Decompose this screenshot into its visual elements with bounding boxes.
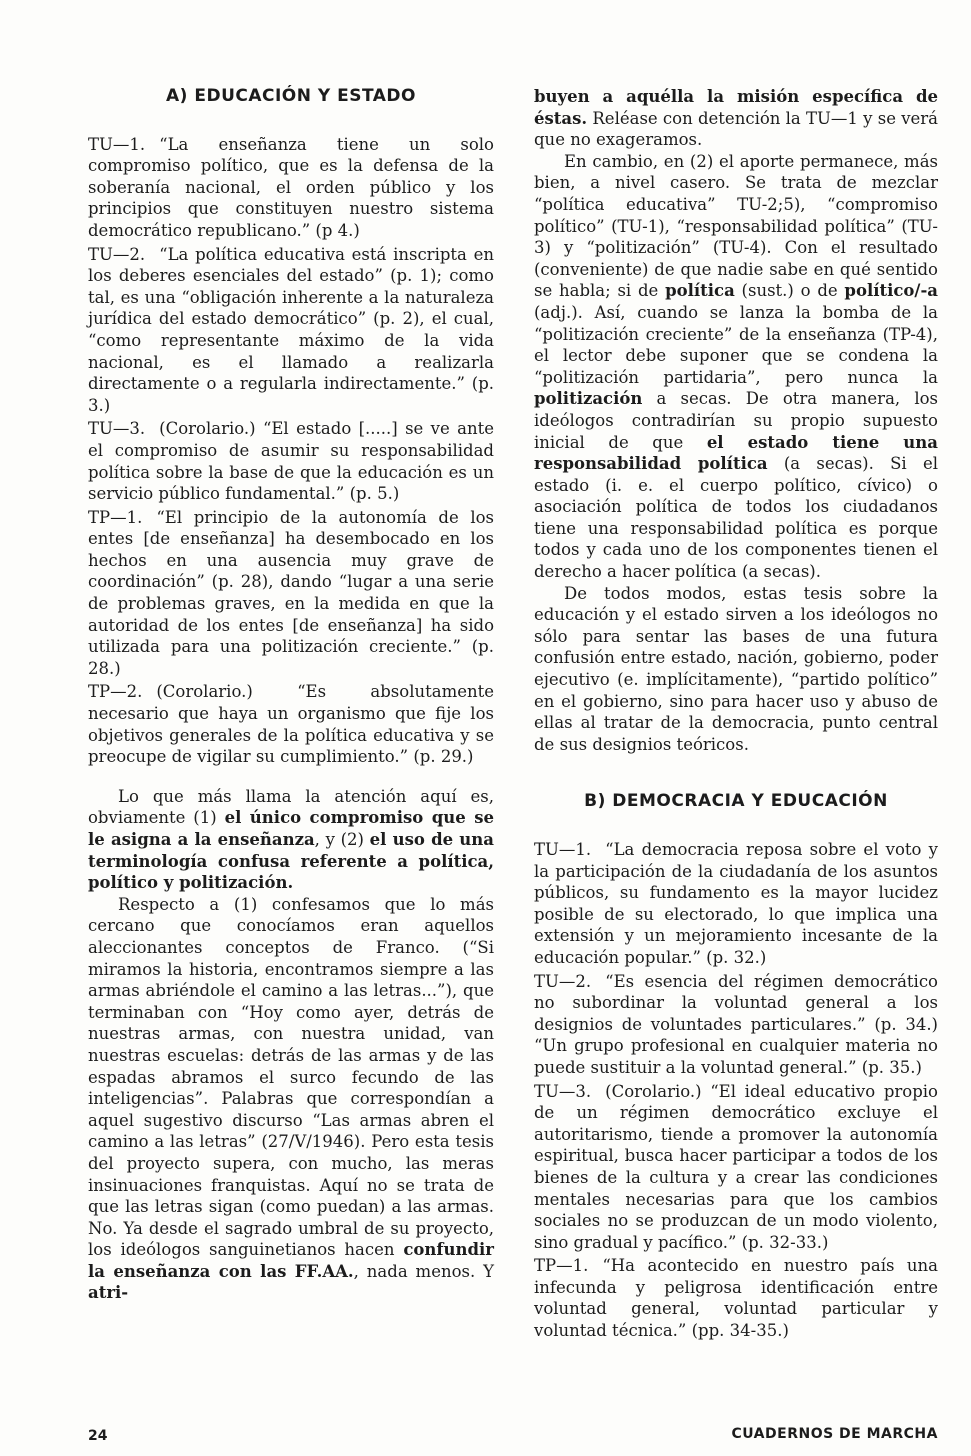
text-run: , y (2) [314, 830, 370, 849]
thesis-entry [534, 839, 938, 969]
thesis-entry [88, 418, 494, 504]
thesis-entry [534, 1255, 938, 1341]
thesis-text: (Corolario.) “El ideal educativo propio de un régimen democrático excluye el autoritarismo, tiende a promover la autonomía espiritual, busca hacer participar a todos de los bienes de la cultura y a crear las condiciones mentales necesarias para que los cambios sociales no se produzcan de un modo violento, sino gradual y pacífico.” (p. 32-33.) [534, 1081, 938, 1252]
bold-run: confundir la enseñanza con las FF.AA. [88, 1240, 494, 1281]
thesis-code: TP—1. [534, 1256, 589, 1276]
left-column [88, 86, 494, 1304]
commentary-paragraph [534, 86, 938, 151]
commentary-paragraph [534, 151, 938, 583]
bold-run: política [665, 281, 735, 301]
thesis-text: “La democracia reposa sobre el voto y la participación de la ciudadanía de los asuntos públicos, su fundamento es la mayor lucidez posible de su electorado, lo que implica una extensión y un mejoramiento incesante de la educación popular.” (p. 32.) [534, 840, 938, 967]
text-run: (adj.). Así, cuando se lanza la bomba de la “politización creciente” de la enseñanza (TP-4), el lector debe suponer que se condena la “politización partidaria”, pero nunca la [534, 302, 938, 387]
thesis-entry [88, 681, 494, 767]
publication-name: CUADERNOS DE MARCHA [731, 1426, 938, 1442]
thesis-entry [88, 507, 494, 680]
section-heading-b: B) DEMOCRACIA Y EDUCACIÓN [584, 791, 888, 812]
thesis-code: TU—1. [88, 134, 146, 154]
thesis-text: “La política educativa está inscripta en los deberes esenciales del estado” (p. 1); como tal, es una “obligación inherente a la naturaleza jurídica del estado democrático” (p. 2), el cual, “como representante máximo de la vida nacional, es el llamado a realizarla directamente o a regularla indirectamente.” (p. 3.) [88, 244, 494, 415]
thesis-code: TU—2. [534, 971, 592, 991]
text-run: Lo que más llama la atención aquí es, obviamente (1) [88, 786, 494, 828]
bold-run: el uso de una terminología confusa referente a política, político y politización. [88, 830, 494, 893]
thesis-entry [534, 1081, 938, 1254]
thesis-text: “El principio de la autonomía de los entes [de enseñanza] ha desembocado en los hechos en una ausencia muy grave de coordinación” (p. 28), dando “lugar a una serie de problemas graves, en la medida en que la autoridad de los entes [de enseñanza] ha sido utilizada para una politización creciente.” (p. 28.) [88, 507, 494, 678]
right-column [534, 86, 938, 1344]
thesis-entry [88, 244, 494, 417]
bold-run: el único compromiso que se le asigna a la enseñanza [88, 808, 494, 849]
bold-run: el estado tiene una responsabilidad política [534, 432, 938, 474]
bold-run: buyen a aquélla la misión específica de éstas. [534, 87, 938, 128]
section-heading-a: A) EDUCACIÓN Y ESTADO [166, 86, 416, 106]
thesis-code: TU—3. [534, 1081, 592, 1101]
bold-run: atri- [88, 1283, 129, 1303]
text-run: (sust.) o de [734, 281, 845, 301]
thesis-text: (Corolario.) “Es absolutamente necesario que haya un organismo que fije los objetivos generales de la política educativa y se preocupe de vigilar su cumplimiento.” (p. 29.) [88, 682, 494, 767]
text-run: Reléase con detención la TU—1 y se verá que no exageramos. [534, 108, 939, 150]
thesis-code: TU—3. [88, 419, 146, 439]
thesis-entry [88, 134, 494, 242]
thesis-text: (Corolario.) “El estado [.....] se ve ante el compromiso de asumir su responsabilidad política sobre la base de que la educación es un servicio público fundamental.” (p. 5.) [88, 419, 494, 504]
thesis-entry [534, 971, 938, 1079]
text-run: En cambio, en (2) el aporte permanece, más bien, a nivel casero. Se trata de mezclar “política educativa” TU-2;5), “compromiso político” (TU-1), “responsabilidad política” (TU-3) y “politización” (TU-4). Con el resultado (conveniente) de que nadie sabe en qué sentido se habla; si de [534, 151, 938, 301]
text-run: Respecto a (1) confesamos que lo más cercano que conocíamos eran aquellos aleccionantes conceptos de Franco. (“Si miramos la historia, encontramos siempre a las armas abriéndole el camino a las letras...”), que terminaban con “Hoy como ayer, detrás de nuestras armas, con nuestra unidad, van nuestras escuelas: detrás de las armas y de las espadas abramos el surco fecundo de las inteligencias”. Palabras que correspondían a aquel sugestivo discurso “Las armas abren el camino a las letras” (27/V/1946). Pero esta tesis del proyecto supera, con mucho, las meras insinuaciones franquistas. Aquí no se trata de que las letras sigan (como puedan) a las armas. No. Ya desde el sagrado umbral de su proyecto, los ideólogos sanguinetianos hacen [88, 894, 494, 1260]
thesis-text: “Es esencia del régimen democrático no subordinar la voluntad general a los designios de voluntades particulares.” (p. 34.) “Un grupo profesional en cualquier materia no puede sustituir a la voluntad general.” (p. 35.) [534, 971, 938, 1077]
page-number: 24 [88, 1428, 108, 1444]
thesis-text: “La enseñanza tiene un solo compromiso político, que es la defensa de la soberanía nacional, el orden público y los principios que constituyen nuestro sistema democrático republicano.” (p 4.) [88, 134, 494, 240]
thesis-code: TP—1. [88, 507, 143, 527]
text-run: (a secas). Si el estado (i. e. el cuerpo político, cívico) o asociación política de todos los ciudadanos tiene una responsabilidad política es porque todos y cada uno de los componentes tienen el derecho a hacer política (a secas). [534, 454, 938, 582]
commentary-paragraph [88, 786, 494, 894]
thesis-text: “Ha acontecido en nuestro país una infecunda y peligrosa identificación entre voluntad general, voluntad particular y voluntad técnica.” (pp. 34-35.) [534, 1256, 938, 1341]
thesis-code: TU—2. [88, 244, 146, 264]
commentary-paragraph [88, 894, 494, 1304]
text-run: , nada menos. Y [353, 1261, 494, 1281]
commentary-paragraph: De todos modos, estas tesis sobre la educación y el estado sirven a los ideólogos no sólo para sentar las bases de una futura confusión entre estado, nación, gobierno, poder ejecutivo (e. implícitamente), “partido político” en el gobierno, sino para hacer uso y abuso de ellas al tratar de la democracia, punto central de sus designios teóricos. [534, 583, 938, 754]
text-run: a secas. De otra manera, los ideólogos contradirían su propio supuesto inicial de que [534, 389, 938, 452]
bold-run: político/-a [844, 281, 938, 301]
thesis-code: TU—1. [534, 840, 592, 859]
thesis-code: TP—2. [88, 682, 143, 702]
bold-run: politización [534, 389, 643, 409]
